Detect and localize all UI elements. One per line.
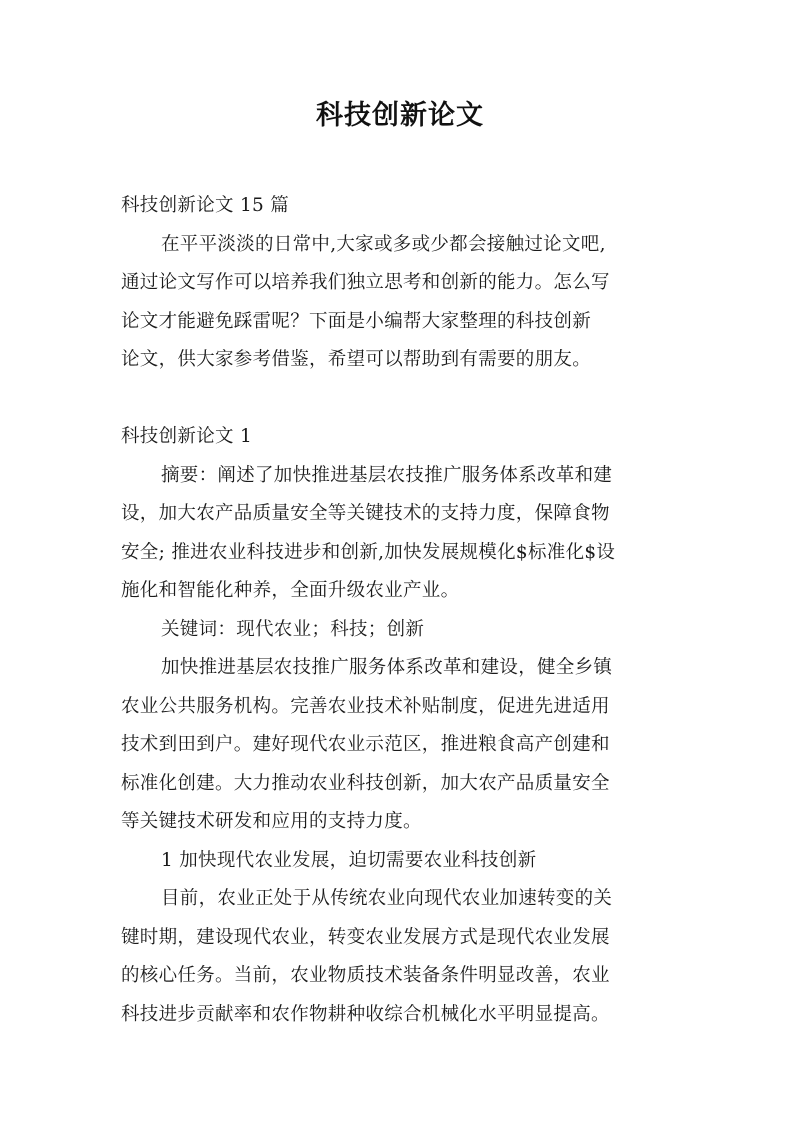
abstract-line: 设，加大农产品质量安全等关键技术的支持力度，保障食物 [121, 503, 610, 524]
document-title: 科技创新论文 [316, 100, 484, 131]
paragraph-spacer [121, 380, 693, 419]
paragraph-line: 的核心任务。当前，农业物质技术装备条件明显改善，农业 [121, 965, 610, 986]
document-body [121, 187, 693, 1034]
paragraph-line: 科技进步贡献率和农作物耕种收综合机械化水平明显提高。 [121, 1003, 610, 1025]
paragraph-line: 论文才能避免踩雷呢？下面是小编帮大家整理的科技创新 [121, 310, 592, 332]
paragraph-line: 通过论文写作可以培养我们独立思考和创新的能力。怎么写 [121, 272, 610, 293]
paragraph-line: 目前，农业正处于从传统农业向现代农业加速转变的关 [161, 888, 613, 909]
paragraph-line: 技术到田到户。建好现代农业示范区，推进粮食高产创建和 [121, 734, 610, 755]
paragraph-line: 等关键技术研发和应用的支持力度。 [121, 811, 422, 832]
section-heading: 科技创新论文 1 [121, 426, 253, 447]
paragraph-line: 键时期，建设现代农业，转变农业发展方式是现代农业发展 [121, 926, 610, 948]
paragraph-line: 标准化创建。大力推动农业科技创新，加大农产品质量安全 [121, 772, 610, 794]
subsection-heading: 1 加快现代农业发展，迫切需要农业科技创新 [161, 849, 537, 871]
paragraph-line: 加快推进基层农技推广服务体系改革和建设，健全乡镇 [161, 657, 613, 678]
paragraph-line: 论文，供大家参考借鉴，希望可以帮助到有需要的朋友。 [121, 349, 592, 370]
keywords-line: 关键词：现代农业；科技；创新 [161, 618, 425, 640]
paragraph-line: 农业公共服务机构。完善农业技术补贴制度，促进先进适用 [121, 695, 610, 717]
abstract-line: 施化和智能化种养，全面升级农业产业。 [121, 580, 460, 601]
abstract-line: 安全; 推进农业科技进步和创新,加快发展规模化$标准化$设 [121, 541, 616, 563]
paragraph-line: 在平平淡淡的日常中,大家或多或少都会接触过论文吧, [161, 233, 606, 255]
abstract-line: 摘要：阐述了加快推进基层农技推广服务体系改革和建 [161, 464, 613, 486]
section-heading: 科技创新论文 15 篇 [121, 195, 290, 216]
